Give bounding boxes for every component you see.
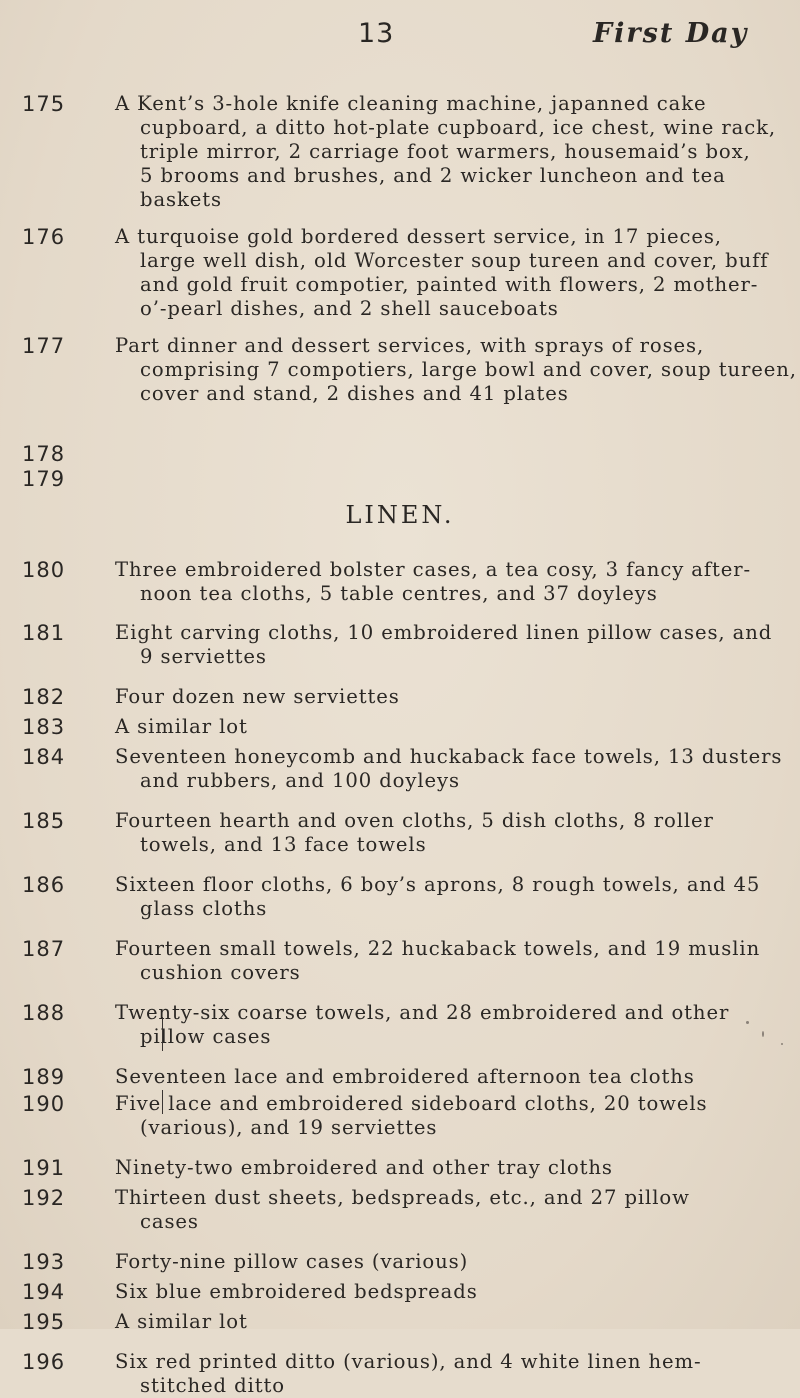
lot-description — [115, 745, 783, 793]
lot-row — [0, 745, 800, 793]
lot-description-line: (various), and 19 serviettes — [140, 1116, 438, 1139]
lot-row — [0, 334, 800, 406]
lot-row — [0, 685, 800, 709]
lot-description-line: Sixteen floor cloths, 6 boy’s aprons, 8 rough towels, and 45 — [115, 873, 761, 896]
lot-row — [0, 1310, 800, 1334]
lot-row — [0, 1186, 800, 1234]
print-speck — [746, 1021, 749, 1024]
lot-description-line: cushion covers — [140, 961, 301, 984]
lot-description — [115, 621, 780, 669]
running-head — [0, 14, 800, 54]
lot-description-line: Forty-nine pillow cases (various) — [115, 1250, 469, 1273]
lot-row — [0, 809, 800, 857]
lot-description-line: Seventeen honeycomb and huckaback face towels, 13 dusters — [115, 745, 783, 768]
lot-row — [0, 1156, 800, 1180]
lot-description-line: Eight carving cloths, 10 embroidered linen pillow cases, and — [115, 621, 773, 644]
print-speck — [781, 1043, 783, 1045]
lot-number: 193 — [22, 1250, 66, 1274]
lot-description — [115, 685, 780, 709]
page-number: 13 — [358, 18, 395, 49]
lot-description — [115, 809, 780, 857]
lot-number: 177 — [22, 334, 66, 358]
lot-description-line: and rubbers, and 100 doyleys — [140, 769, 460, 792]
lot-description-line: Thirteen dust sheets, bedspreads, etc., and 27 pillow — [115, 1186, 690, 1209]
lot-row — [0, 558, 800, 606]
lot-description — [115, 1350, 780, 1398]
lot-description-line: stitched ditto — [140, 1374, 285, 1397]
lot-description-line: A similar lot — [115, 715, 248, 738]
lot-number: 192 — [22, 1186, 66, 1210]
running-title: First Day — [593, 18, 749, 49]
lot-description — [115, 1186, 780, 1234]
lot-description-line: Four dozen new serviettes — [115, 685, 400, 708]
lot-description-line: Fourteen hearth and oven cloths, 5 dish cloths, 8 roller — [115, 809, 714, 832]
lot-number: 194 — [22, 1280, 66, 1304]
lot-description — [115, 1310, 780, 1334]
lot-description — [115, 1001, 780, 1049]
lot-description-line: Six red printed ditto (various), and 4 white linen hem- — [115, 1350, 702, 1373]
lot-number: 195 — [22, 1310, 66, 1334]
lot-number: 178 — [22, 442, 66, 466]
lot-number: 185 — [22, 809, 66, 833]
lot-description-line: glass cloths — [140, 897, 268, 920]
lot-number: 179 — [22, 467, 66, 491]
lot-row — [0, 1280, 800, 1304]
lot-description — [115, 873, 780, 921]
lot-description-line: A Kent’s 3-hole knife cleaning machine, japanned cake — [115, 92, 707, 115]
lot-number: 191 — [22, 1156, 66, 1180]
lot-number: 190 — [22, 1092, 66, 1116]
lot-description — [115, 1065, 780, 1089]
lot-description-line: Part dinner and dessert services, with sprays of roses, — [115, 334, 705, 357]
lot-number: 189 — [22, 1065, 66, 1089]
lot-number: 182 — [22, 685, 66, 709]
bracket-mark-189-190 — [162, 1017, 169, 1051]
lot-row — [0, 1092, 800, 1140]
lot-description-line: triple mirror, 2 carriage foot warmers, housemaid’s box, — [140, 140, 751, 163]
lot-row — [0, 937, 800, 985]
lot-description-line: Ninety-two embroidered and other tray cloths — [115, 1156, 613, 1179]
lot-number: 183 — [22, 715, 66, 739]
lot-number: 196 — [22, 1350, 66, 1374]
lot-description — [115, 937, 780, 985]
lot-description-line: 5 brooms and brushes, and 2 wicker luncheon and tea — [140, 164, 726, 187]
lot-row — [0, 1065, 800, 1089]
lot-row — [0, 1250, 800, 1274]
section-heading-linen: LINEN. — [345, 501, 455, 529]
lot-description — [115, 1250, 780, 1274]
lot-description-line: Five lace and embroidered sideboard cloths, 20 towels — [115, 1092, 708, 1115]
lot-description-line: A similar lot — [115, 1310, 248, 1333]
lot-description — [115, 1280, 780, 1304]
lot-description-line: comprising 7 compotiers, large bowl and cover, soup tureen, — [140, 358, 797, 381]
lot-description — [115, 1156, 780, 1180]
lot-row — [0, 442, 800, 466]
lot-row — [0, 467, 800, 491]
lot-row — [0, 1350, 800, 1398]
lot-row — [0, 1001, 800, 1049]
lot-description-line: o’-pearl dishes, and 2 shell sauceboats — [140, 297, 559, 320]
lot-description-line: A turquoise gold bordered dessert service, in 17 pieces, — [115, 225, 722, 248]
lot-description-line: cover and stand, 2 dishes and 41 plates — [140, 382, 569, 405]
lot-description-line: baskets — [140, 188, 222, 211]
lot-description-line: cases — [140, 1210, 199, 1233]
lot-row — [0, 225, 800, 321]
lot-row — [0, 873, 800, 921]
lot-number: 176 — [22, 225, 66, 249]
lot-description-line: Six blue embroidered bedspreads — [115, 1280, 478, 1303]
lot-number: 186 — [22, 873, 66, 897]
lot-row — [0, 92, 800, 212]
lot-description-line: towels, and 13 face towels — [140, 833, 427, 856]
lot-number: 187 — [22, 937, 66, 961]
lot-description-line: Three embroidered bolster cases, a tea cosy, 3 fancy after- — [115, 558, 752, 581]
lot-description — [115, 558, 780, 606]
lot-description — [115, 1092, 780, 1140]
lot-number: 188 — [22, 1001, 66, 1025]
lot-list-before-linen — [0, 92, 800, 491]
bracket-mark-191 — [162, 1090, 169, 1114]
lot-description-line: pillow cases — [140, 1025, 272, 1048]
lot-description — [115, 225, 780, 321]
lot-list-linen — [0, 558, 800, 1398]
lot-row — [0, 715, 800, 739]
lot-number: 180 — [22, 558, 66, 582]
lot-description — [115, 92, 780, 212]
lot-description — [115, 334, 797, 406]
lot-description-line: Twenty-six coarse towels, and 28 embroidered and other — [115, 1001, 730, 1024]
print-speck — [762, 1031, 764, 1037]
lot-description-line: cupboard, a ditto hot-plate cupboard, ice chest, wine rack, — [140, 116, 776, 139]
lot-number: 181 — [22, 621, 66, 645]
lot-description-line: and gold fruit compotier, painted with flowers, 2 mother- — [140, 273, 759, 296]
lot-number: 184 — [22, 745, 66, 769]
lot-row — [0, 621, 800, 669]
lot-description-line: Seventeen lace and embroidered afternoon tea cloths — [115, 1065, 695, 1088]
lot-description — [115, 715, 780, 739]
lot-description-line: Fourteen small towels, 22 huckaback towels, and 19 muslin — [115, 937, 761, 960]
lot-description-line: large well dish, old Worcester soup tureen and cover, buff — [140, 249, 769, 272]
lot-number: 175 — [22, 92, 66, 116]
lot-description-line: noon tea cloths, 5 table centres, and 37 doyleys — [140, 582, 658, 605]
lot-description-line: 9 serviettes — [140, 645, 267, 668]
